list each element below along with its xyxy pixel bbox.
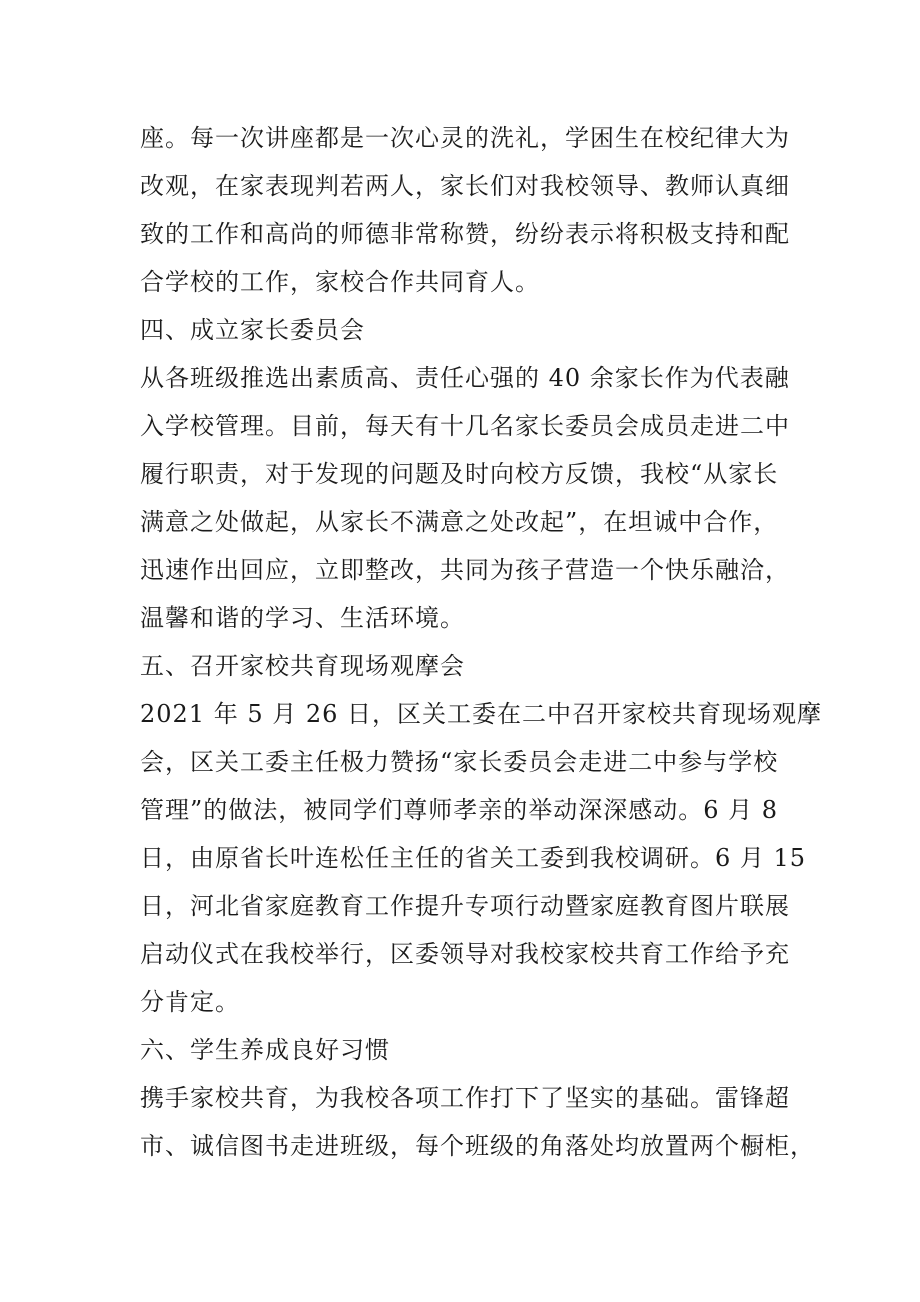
paragraph-line: 从各班级推选出素质高、责任心强的 40 余家长作为代表融 — [140, 364, 790, 392]
paragraph-line: 携手家校共育，为我校各项工作打下了坚实的基础。雷锋超 — [140, 1084, 790, 1112]
document-body — [140, 114, 823, 1170]
paragraph-line: 管理”的做法，被同学们尊师孝亲的举动深深感动。6 月 8 — [140, 796, 779, 824]
paragraph-line: 市、诚信图书走进班级，每个班级的角落处均放置两个橱柜， — [140, 1132, 815, 1160]
paragraph-line: 温馨和谐的学习、生活环境。 — [140, 604, 465, 632]
paragraph-line: 会，区关工委主任极力赞扬“家长委员会走进二中参与学校 — [140, 748, 779, 776]
paragraph-line: 日，由原省长叶连松任主任的省关工委到我校调研。6 月 15 — [140, 844, 807, 872]
paragraph-line: 迅速作出回应，立即整改，共同为孩子营造一个快乐融洽， — [140, 556, 790, 584]
paragraph-line: 满意之处做起，从家长不满意之处改起”，在坦诚中合作， — [140, 508, 779, 536]
paragraph-line: 致的工作和高尚的师德非常称赞，纷纷表示将积极支持和配 — [140, 220, 790, 248]
paragraph-line: 入学校管理。目前，每天有十几名家长委员会成员走进二中 — [140, 412, 790, 440]
section-heading: 六、学生养成良好习惯 — [140, 1036, 390, 1064]
paragraph-line: 启动仪式在我校举行，区委领导对我校家校共育工作给予充 — [140, 940, 790, 968]
paragraph-line: 合学校的工作，家校合作共同育人。 — [140, 268, 540, 296]
paragraph-line: 分肯定。 — [140, 988, 240, 1016]
paragraph-line: 履行职责，对于发现的问题及时向校方反馈，我校“从家长 — [140, 460, 779, 488]
paragraph-line: 日，河北省家庭教育工作提升专项行动暨家庭教育图片联展 — [140, 892, 790, 920]
section-heading: 四、成立家长委员会 — [140, 316, 365, 344]
section-heading: 五、召开家校共育现场观摩会 — [140, 652, 465, 680]
paragraph-line: 改观，在家表现判若两人，家长们对我校领导、教师认真细 — [140, 172, 790, 200]
paragraph-line: 2021 年 5 月 26 日，区关工委在二中召开家校共育现场观摩 — [140, 700, 823, 728]
paragraph-line: 座。每一次讲座都是一次心灵的洗礼，学困生在校纪律大为 — [140, 124, 790, 152]
